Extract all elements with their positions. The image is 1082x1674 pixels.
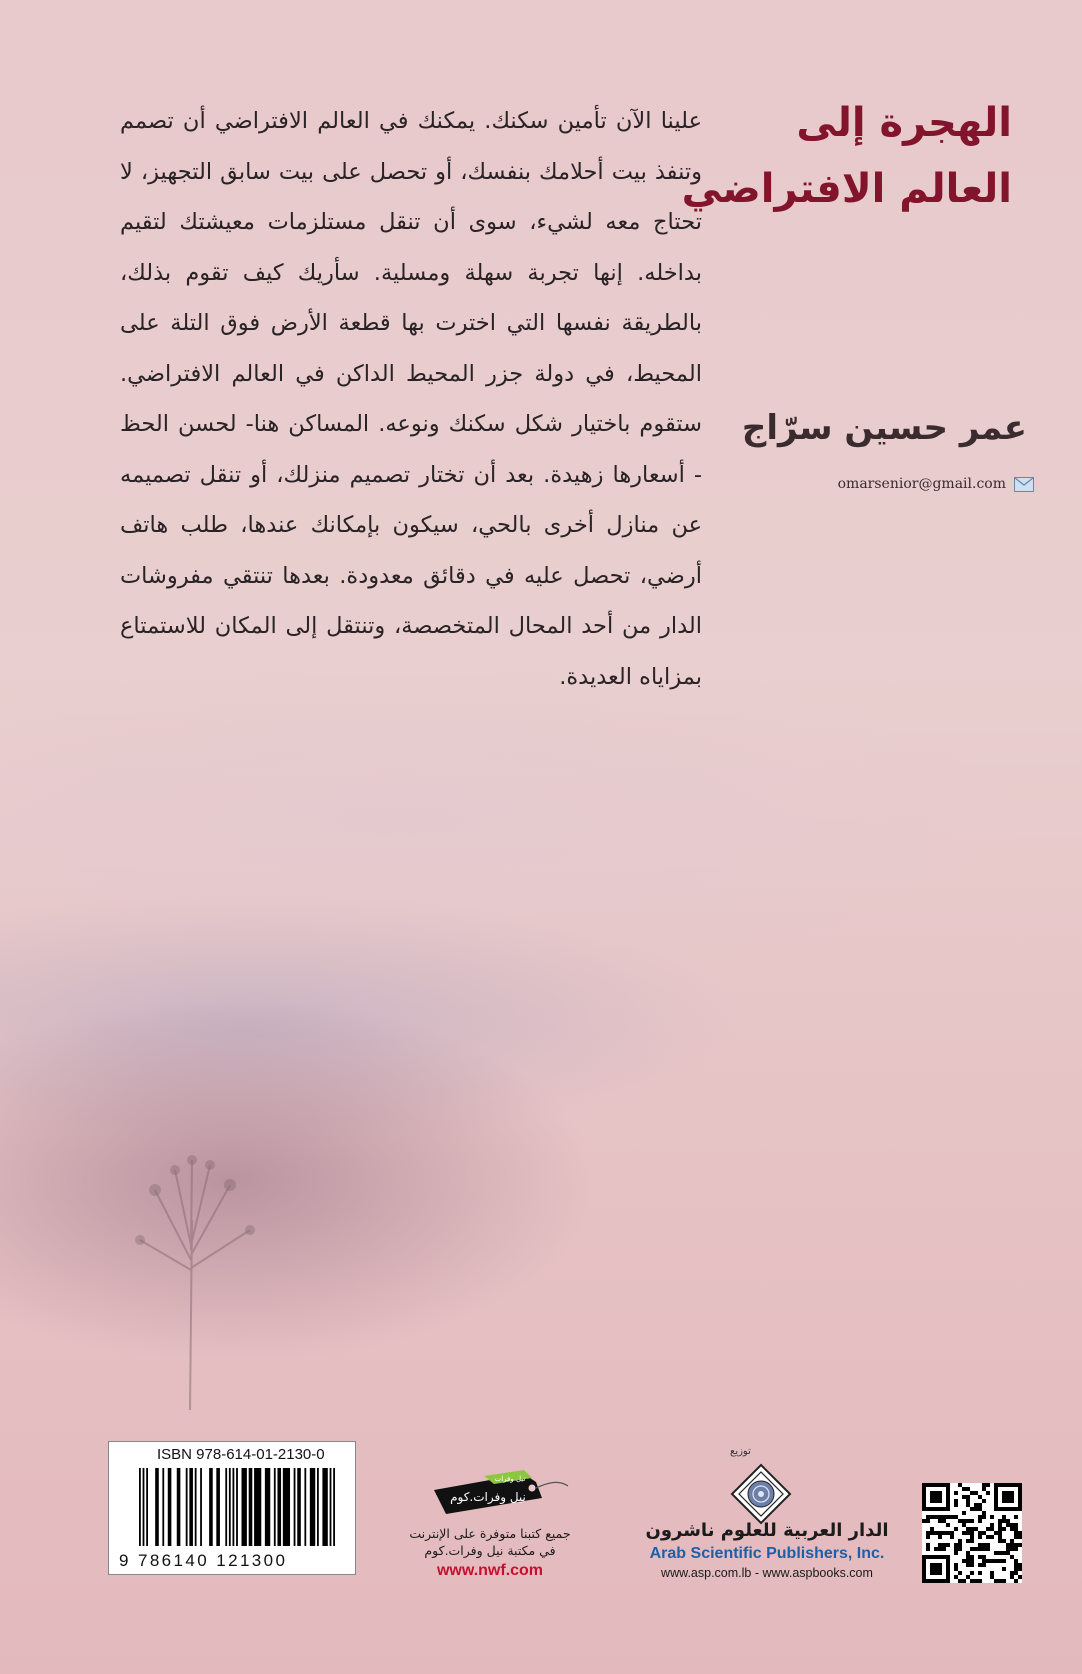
qr-module [938, 1515, 942, 1519]
qr-module [990, 1515, 994, 1519]
qr-module [998, 1535, 1002, 1539]
qr-module [1014, 1543, 1018, 1547]
qr-module [974, 1507, 978, 1511]
barcode-bar [143, 1468, 145, 1546]
publisher-name-english: Arab Scientific Publishers, Inc. [649, 1545, 885, 1562]
qr-module [942, 1547, 946, 1551]
barcode-bar [162, 1468, 164, 1546]
qr-module [954, 1527, 958, 1531]
qr-module [954, 1503, 958, 1507]
qr-module [978, 1519, 982, 1523]
qr-module [982, 1487, 986, 1491]
barcode-bar [209, 1468, 213, 1546]
qr-module [986, 1547, 990, 1551]
qr-module [974, 1579, 978, 1583]
barcode-bar [249, 1468, 253, 1546]
qr-module [986, 1559, 990, 1563]
qr-module [966, 1555, 970, 1559]
qr-module [1014, 1563, 1018, 1567]
qr-module [926, 1547, 930, 1551]
blurb-paragraph: علينا الآن تأمين سكنك. يمكنك في العالم الافتراضي أن تصمم وتنفذ بيت أحلامك بنفسك، أو تحصل على بيت سابق التجهيز، لا تحتاج معه لشيء، سوى أن تنقل مستلزمات معيشتك لتقيم بداخله. إنها تجربة سهلة ومسلية. سأريك كيف تقوم بذلك، بالطريقة نفسها التي اخترت بها قطعة الأرض فوق التلة على المحيط، في دولة جزر المحيط الداكن في العالم الافتراضي. ستقوم باختيار شكل سكنك ونوعه. المساكن هنا- لحسن الحظ - أسعارها زهيدة. بعد أن تختار تصميم منزلك، أو تنقل تصميمه عن منازل أخرى بالحي، سيكون بإمكانك عندها، طلب هاتف أرضي، تحصل عليه في دقائق معدودة. بعدها تنتقي مفروشات الدار من أحد المحال المتخصصة، وتنتقل إلى المكان للاستمتاع بمزاياه العديدة. [120, 108, 702, 690]
qr-module [1010, 1523, 1014, 1527]
qr-module [1018, 1575, 1022, 1579]
qr-module [942, 1515, 946, 1519]
qr-module [982, 1531, 986, 1535]
qr-module [970, 1563, 974, 1567]
qr-module [930, 1563, 942, 1575]
barcode-bar [189, 1468, 193, 1546]
qr-module [1002, 1519, 1006, 1523]
barcode-bar [330, 1468, 332, 1546]
book-title-line2: العالم الافتراضي [681, 166, 1012, 212]
nwf-tag-top-text: نيل وفرات [494, 1475, 526, 1483]
qr-module [950, 1535, 954, 1539]
qr-module [982, 1555, 986, 1559]
qr-module [982, 1499, 986, 1503]
qr-module [958, 1519, 962, 1523]
distribution-label: توزيع [730, 1446, 751, 1457]
qr-module [1010, 1539, 1014, 1543]
qr-module [966, 1519, 970, 1523]
qr-module [998, 1523, 1002, 1527]
qr-module [1014, 1579, 1018, 1583]
qr-module [998, 1527, 1002, 1531]
qr-module [986, 1491, 990, 1495]
barcode-bar [186, 1468, 188, 1546]
qr-module [974, 1527, 978, 1531]
qr-module [926, 1535, 930, 1539]
qr-module [978, 1507, 982, 1511]
qr-module [962, 1579, 966, 1583]
qr-module [938, 1535, 942, 1539]
qr-module [938, 1543, 942, 1547]
barcode-bar [283, 1468, 290, 1546]
qr-module [998, 1579, 1002, 1583]
qr-module [966, 1551, 970, 1555]
qr-module [946, 1515, 950, 1519]
barcode-bar [225, 1468, 227, 1546]
qr-module [926, 1515, 930, 1519]
author-email-text[interactable]: omarsenior@gmail.com [837, 476, 1006, 492]
qr-module [1002, 1579, 1006, 1583]
qr-module [978, 1563, 982, 1567]
qr-module [958, 1579, 962, 1583]
qr-module [998, 1531, 1002, 1535]
qr-module [966, 1495, 970, 1499]
qr-module [990, 1571, 994, 1575]
qr-module [934, 1515, 938, 1519]
qr-module [1006, 1547, 1010, 1551]
barcode-bar [265, 1468, 270, 1546]
qr-module [954, 1563, 958, 1567]
qr-module [1014, 1567, 1018, 1571]
qr-module [1010, 1527, 1014, 1531]
barcode-bar [195, 1468, 197, 1546]
qr-module [930, 1491, 942, 1503]
qr-module [1010, 1543, 1014, 1547]
author-email[interactable] [838, 476, 1034, 492]
isbn-barcode [108, 1441, 356, 1575]
tree-silhouette [100, 1150, 300, 1410]
qr-module [978, 1503, 982, 1507]
qr-module [958, 1547, 962, 1551]
qr-module [962, 1511, 966, 1515]
qr-module [1002, 1567, 1006, 1571]
qr-module [986, 1535, 990, 1539]
qr-module [982, 1563, 986, 1567]
nwf-url-link[interactable]: www.nwf.com [436, 1562, 544, 1579]
qr-module [1010, 1571, 1014, 1575]
barcode-bar [229, 1468, 231, 1546]
qr-module [946, 1523, 950, 1527]
qr-module [1014, 1535, 1018, 1539]
barcode-bar [168, 1468, 172, 1546]
qr-module [922, 1519, 926, 1523]
qr-module [954, 1499, 958, 1503]
qr-module [1018, 1567, 1022, 1571]
qr-module [982, 1543, 986, 1547]
qr-module [1018, 1543, 1022, 1547]
publisher-name-arabic: الدار العربية للعلوم ناشرون [645, 1520, 889, 1541]
qr-module [990, 1559, 994, 1563]
nwf-tag-logo [424, 1468, 570, 1516]
qr-module [946, 1531, 950, 1535]
qr-module [962, 1495, 966, 1499]
qr-module [938, 1547, 942, 1551]
qr-module [1014, 1571, 1018, 1575]
qr-module [950, 1531, 954, 1535]
barcode-bar [274, 1468, 276, 1546]
qr-module [970, 1491, 974, 1495]
qr-module [1010, 1555, 1014, 1559]
qr-module [938, 1531, 942, 1535]
qr-module [1002, 1559, 1006, 1563]
qr-code-icon[interactable] [922, 1483, 1022, 1583]
qr-module [970, 1571, 974, 1575]
asp-logo-icon [730, 1463, 792, 1525]
barcode-digits: 9 786140 121300 [119, 1551, 288, 1570]
qr-module [954, 1567, 958, 1571]
qr-module [954, 1491, 958, 1495]
qr-module [970, 1519, 974, 1523]
qr-module [930, 1531, 934, 1535]
qr-module [978, 1535, 982, 1539]
qr-module [978, 1571, 982, 1575]
qr-module [942, 1543, 946, 1547]
qr-module [1002, 1539, 1006, 1543]
qr-module [966, 1575, 970, 1579]
qr-module [970, 1579, 974, 1583]
barcode-bars [139, 1468, 339, 1546]
qr-module [970, 1555, 974, 1559]
qr-module [1014, 1527, 1018, 1531]
qr-module [982, 1511, 986, 1515]
qr-module [962, 1559, 966, 1563]
qr-module [930, 1515, 934, 1519]
qr-module [1002, 1491, 1014, 1503]
barcode-bar [216, 1468, 220, 1546]
qr-module [990, 1535, 994, 1539]
qr-module [954, 1543, 958, 1547]
qr-module [982, 1483, 986, 1487]
qr-module [970, 1531, 974, 1535]
nwf-text-line2: في مكتبة نيل وفرات.كوم [424, 1543, 556, 1558]
qr-module [966, 1499, 970, 1503]
nwf-text-line1: جميع كتبنا متوفرة على الإنترنت [409, 1526, 571, 1541]
barcode-bar [333, 1468, 335, 1546]
barcode-bar [200, 1468, 202, 1546]
qr-module [1014, 1515, 1018, 1519]
qr-module [954, 1515, 958, 1519]
qr-module [978, 1495, 982, 1499]
qr-module [994, 1551, 998, 1555]
barcode-bar [139, 1468, 141, 1546]
qr-module [1002, 1551, 1006, 1555]
qr-module [998, 1539, 1002, 1543]
qr-module [982, 1547, 986, 1551]
isbn-label: ISBN 978-614-01-2130-0 [157, 1446, 325, 1463]
qr-module [974, 1491, 978, 1495]
barcode-bar [177, 1468, 181, 1546]
barcode-bar [294, 1468, 296, 1546]
qr-module [958, 1483, 962, 1487]
qr-module [978, 1531, 982, 1535]
qr-module [962, 1487, 966, 1491]
qr-module [1002, 1515, 1006, 1519]
author-name: عمر حسين سرّاج [741, 408, 1027, 448]
qr-module [970, 1535, 974, 1539]
qr-module [934, 1531, 938, 1535]
qr-module [1010, 1575, 1014, 1579]
qr-module [1018, 1535, 1022, 1539]
qr-module [954, 1575, 958, 1579]
qr-module [1014, 1523, 1018, 1527]
barcode-bar [242, 1468, 247, 1546]
qr-module [926, 1519, 930, 1523]
qr-module [926, 1543, 930, 1547]
qr-module [1018, 1531, 1022, 1535]
qr-module [994, 1531, 998, 1535]
qr-module [998, 1519, 1002, 1523]
qr-module [978, 1579, 982, 1583]
qr-module [990, 1575, 994, 1579]
publisher-websites[interactable]: www.asp.com.lb - www.aspbooks.com [661, 1566, 873, 1580]
qr-module [962, 1523, 966, 1527]
qr-module [966, 1503, 970, 1507]
qr-module [954, 1551, 958, 1555]
qr-module [1010, 1547, 1014, 1551]
qr-module [986, 1483, 990, 1487]
barcode-bar [155, 1468, 159, 1546]
book-title [672, 90, 1012, 222]
qr-module [1006, 1543, 1010, 1547]
barcode-bar [310, 1468, 315, 1546]
qr-module [1006, 1523, 1010, 1527]
barcode-bar [236, 1468, 238, 1546]
qr-module [970, 1547, 974, 1551]
qr-module [990, 1527, 994, 1531]
qr-module [970, 1507, 974, 1511]
qr-module [1014, 1531, 1018, 1535]
qr-module [950, 1515, 954, 1519]
qr-module [954, 1547, 958, 1551]
qr-module [986, 1527, 990, 1531]
qr-module [966, 1531, 970, 1535]
qr-module [1014, 1547, 1018, 1551]
barcode-bar [146, 1468, 148, 1546]
barcode-bar [254, 1468, 261, 1546]
qr-module [962, 1531, 966, 1535]
qr-module [998, 1559, 1002, 1563]
qr-module [934, 1547, 938, 1551]
qr-module [1014, 1559, 1018, 1563]
qr-module [966, 1563, 970, 1567]
qr-module [974, 1503, 978, 1507]
qr-module [982, 1515, 986, 1519]
qr-module [978, 1547, 982, 1551]
qr-module [978, 1515, 982, 1519]
qr-module [974, 1547, 978, 1551]
qr-module [1002, 1527, 1006, 1531]
qr-module [966, 1527, 970, 1531]
qr-module [978, 1555, 982, 1559]
qr-module [930, 1527, 934, 1531]
nwf-availability-text [380, 1525, 600, 1559]
barcode-bar [233, 1468, 235, 1546]
book-title-line1: الهجرة إلى [796, 100, 1012, 146]
barcode-bar [322, 1468, 327, 1546]
qr-module [1006, 1551, 1010, 1555]
qr-module [982, 1559, 986, 1563]
barcode-bar [297, 1468, 301, 1546]
qr-module [1006, 1519, 1010, 1523]
qr-module [958, 1539, 962, 1543]
qr-module [958, 1571, 962, 1575]
qr-module [966, 1539, 970, 1543]
nwf-tag-text: نيل وفرات.كوم [450, 1490, 526, 1504]
qr-module [1018, 1563, 1022, 1567]
barcode-bar [277, 1468, 281, 1546]
qr-module [966, 1559, 970, 1563]
qr-module [994, 1559, 998, 1563]
barcode-bar [317, 1468, 319, 1546]
qr-module [986, 1543, 990, 1547]
qr-module [978, 1543, 982, 1547]
barcode-bar [304, 1468, 306, 1546]
blurb-text [120, 96, 702, 702]
qr-module [970, 1559, 974, 1563]
qr-module [958, 1543, 962, 1547]
qr-module [966, 1487, 970, 1491]
qr-module [942, 1531, 946, 1535]
qr-module [970, 1527, 974, 1531]
qr-module [994, 1579, 998, 1583]
qr-module [962, 1519, 966, 1523]
qr-module [926, 1531, 930, 1535]
qr-module [938, 1519, 942, 1523]
qr-module [970, 1539, 974, 1543]
qr-module [942, 1519, 946, 1523]
qr-module [946, 1543, 950, 1547]
qr-module [998, 1551, 1002, 1555]
envelope-icon [1014, 477, 1034, 492]
qr-module [990, 1523, 994, 1527]
